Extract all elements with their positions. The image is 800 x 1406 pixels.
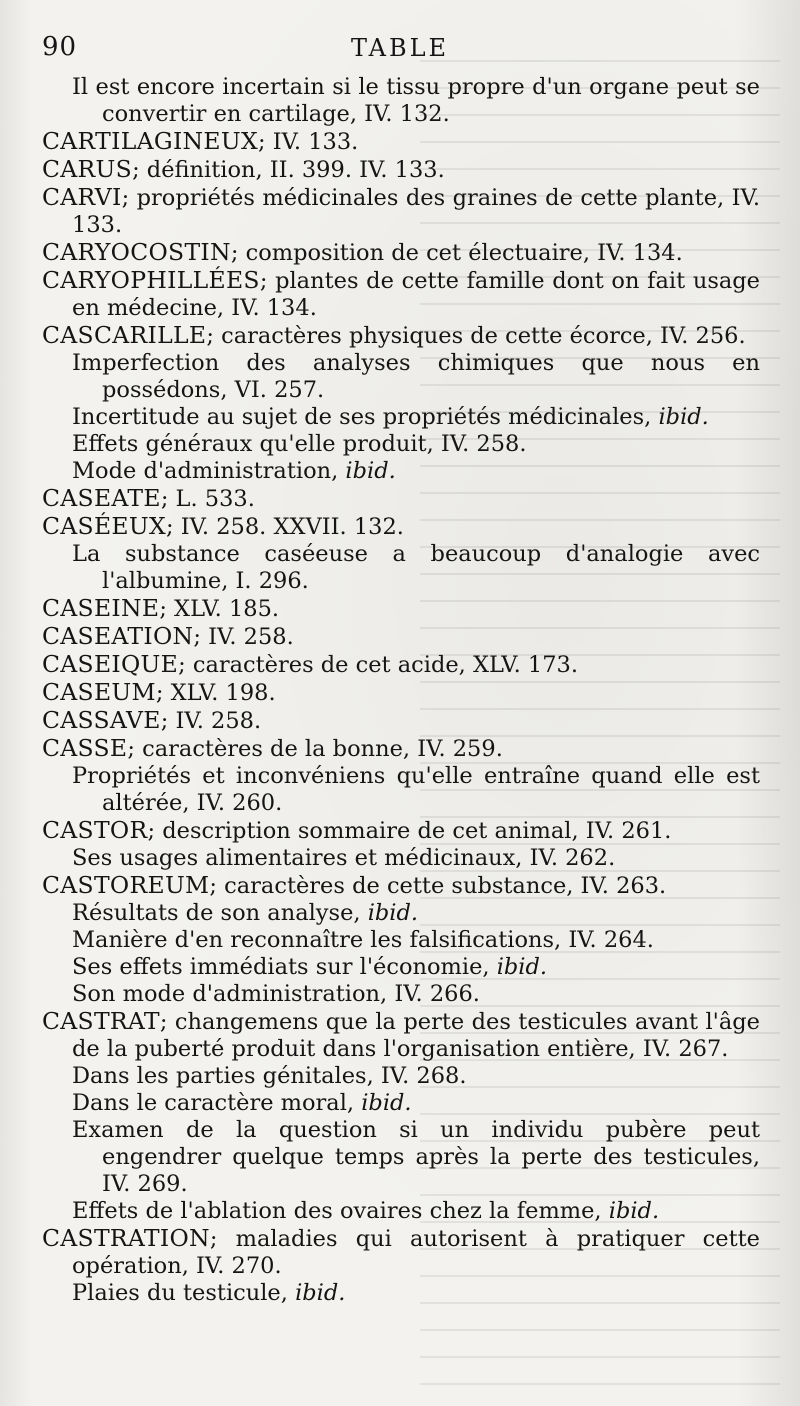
entry-text: La substance caséeuse a beaucoup d'analogie avec l'albumine, I. 296. xyxy=(72,541,760,594)
entry-headword: CARVI xyxy=(42,183,122,211)
entry-text: Dans le caractère moral, xyxy=(72,1090,355,1116)
ibid-reference: ibid. xyxy=(658,404,709,430)
index-subentry xyxy=(42,1063,760,1090)
index-entry xyxy=(42,128,760,156)
index-entry xyxy=(42,513,760,541)
index-subentry xyxy=(42,1117,760,1198)
index-entry xyxy=(42,156,760,184)
entry-headword: CASÉEUX xyxy=(42,512,166,540)
entry-headword: CASTRATION xyxy=(42,1224,210,1252)
entry-text: Dans les parties génitales, IV. 268. xyxy=(72,1063,467,1089)
ibid-reference: ibid. xyxy=(295,1280,346,1306)
entry-text: ; composition de cet électuaire, IV. 134. xyxy=(230,240,683,266)
entry-text: Manière d'en reconnaître les falsifications, IV. 264. xyxy=(72,927,654,953)
index-subentry xyxy=(42,404,760,431)
page-number: 90 xyxy=(42,32,78,62)
ibid-reference: ibid. xyxy=(608,1198,660,1224)
entry-headword: CASEATION xyxy=(42,622,194,650)
entry-text: ; propriétés médicinales des graines de cette plante, IV. 133. xyxy=(72,185,760,238)
entry-headword: CASEUM xyxy=(42,678,156,706)
entry-text: Examen de la question si un individu pubère peut engendrer quelque temps après la perte des testicules, IV. 269. xyxy=(72,1117,760,1197)
entry-text: ; plantes de cette famille dont on fait usage en médecine, IV. 134. xyxy=(72,268,760,321)
index-subentry xyxy=(42,74,760,128)
index-entry xyxy=(42,184,760,239)
entry-text: Ses usages alimentaires et médicinaux, IV. 262. xyxy=(72,845,616,871)
index-subentry xyxy=(42,350,760,404)
index-subentry xyxy=(42,981,760,1008)
index-subentry xyxy=(42,1280,760,1307)
index-subentry xyxy=(42,927,760,954)
entry-text: ; maladies qui autorisent à pratiquer cette opération, IV. 270. xyxy=(72,1226,760,1279)
index-entry xyxy=(42,679,760,707)
entry-headword: CASTOR xyxy=(42,816,148,844)
entry-headword: CASTOREUM xyxy=(42,871,210,899)
entry-text: ; caractères de la bonne, IV. 259. xyxy=(127,736,503,762)
entry-text: Il est encore incertain si le tissu propre d'un organe peut se convertir en cartilage, IV. 132. xyxy=(72,74,760,127)
index-entry xyxy=(42,485,760,513)
index-subentry xyxy=(42,458,760,485)
index-entry xyxy=(42,322,760,350)
index-entry xyxy=(42,595,760,623)
entry-headword: CARTILAGINEUX xyxy=(42,127,258,155)
entry-text: Son mode d'administration, IV. 266. xyxy=(72,981,480,1007)
entry-headword: CASCARILLE xyxy=(42,321,207,349)
ibid-reference: ibid. xyxy=(345,458,396,484)
entry-text: ; définition, II. 399. IV. 133. xyxy=(132,157,445,183)
ibid-reference: ibid. xyxy=(367,900,419,926)
entry-text: ; L. 533. xyxy=(160,486,255,512)
index-entry xyxy=(42,1225,760,1280)
page-header xyxy=(42,30,758,70)
entry-text: ; changemens que la perte des testicules avant l'âge de la puberté produit dans l'organisation entière, IV. 267. xyxy=(72,1009,760,1062)
entry-text: Résultats de son analyse, xyxy=(72,900,361,926)
index-entry xyxy=(42,735,760,763)
index-subentry xyxy=(42,541,760,595)
entry-text: Incertitude au sujet de ses propriétés médicinales, xyxy=(72,404,652,430)
index-subentry xyxy=(42,954,760,981)
entry-headword: CASEIQUE xyxy=(42,650,179,678)
entry-text: Propriétés et inconvéniens qu'elle entraîne quand elle est altérée, IV. 260. xyxy=(72,763,760,816)
entry-text: ; IV. 258. xyxy=(193,624,294,650)
index-entry xyxy=(42,817,760,845)
entry-text: Mode d'administration, xyxy=(72,458,339,484)
entry-headword: CASSAVE xyxy=(42,706,161,734)
index-entry xyxy=(42,239,760,267)
index-entry xyxy=(42,1008,760,1063)
entry-headword: CARUS xyxy=(42,155,133,183)
entry-headword: CASEATE xyxy=(42,484,161,512)
entry-headword: CASTRAT xyxy=(42,1007,160,1035)
index-subentry xyxy=(42,763,760,817)
ibid-reference: ibid. xyxy=(361,1090,412,1116)
index-entry xyxy=(42,267,760,322)
entry-headword: CASEINE xyxy=(42,594,160,622)
entry-text: Imperfection des analyses chimiques que nous en possédons, VI. 257. xyxy=(72,350,760,403)
index-subentry xyxy=(42,431,760,458)
index-entry xyxy=(42,707,760,735)
index-entry xyxy=(42,623,760,651)
entry-text: ; caractères physiques de cette écorce, IV. 256. xyxy=(206,323,746,349)
entry-text: Plaies du testicule, xyxy=(72,1280,288,1306)
index-entry xyxy=(42,872,760,900)
index-subentry xyxy=(42,845,760,872)
entry-text: ; IV. 133. xyxy=(257,129,359,155)
entry-text: ; caractères de cet acide, XLV. 173. xyxy=(178,652,578,678)
index-entry xyxy=(42,651,760,679)
entry-text: ; IV. 258. XXVII. 132. xyxy=(166,514,404,540)
entry-text: Effets généraux qu'elle produit, IV. 258. xyxy=(72,431,527,457)
running-title: TABLE xyxy=(350,34,450,62)
entry-text: ; XLV. 198. xyxy=(155,680,276,706)
entry-headword: CASSE xyxy=(42,734,128,762)
entry-text: ; description sommaire de cet animal, IV. 261. xyxy=(147,818,672,844)
index-subentry xyxy=(42,1198,760,1225)
index-entries xyxy=(42,74,760,1307)
entry-text: ; IV. 258. xyxy=(160,708,262,734)
entry-text: ; XLV. 185. xyxy=(159,596,280,622)
entry-headword: CARYOPHILLÉES xyxy=(42,266,260,294)
ibid-reference: ibid. xyxy=(496,954,548,980)
entry-text: Effets de l'ablation des ovaires chez la femme, xyxy=(72,1198,602,1224)
index-subentry xyxy=(42,1090,760,1117)
entry-text: Ses effets immédiats sur l'économie, xyxy=(72,954,490,980)
entry-headword: CARYOCOSTIN xyxy=(42,238,231,266)
index-subentry xyxy=(42,900,760,927)
entry-text: ; caractères de cette substance, IV. 263. xyxy=(209,873,667,899)
